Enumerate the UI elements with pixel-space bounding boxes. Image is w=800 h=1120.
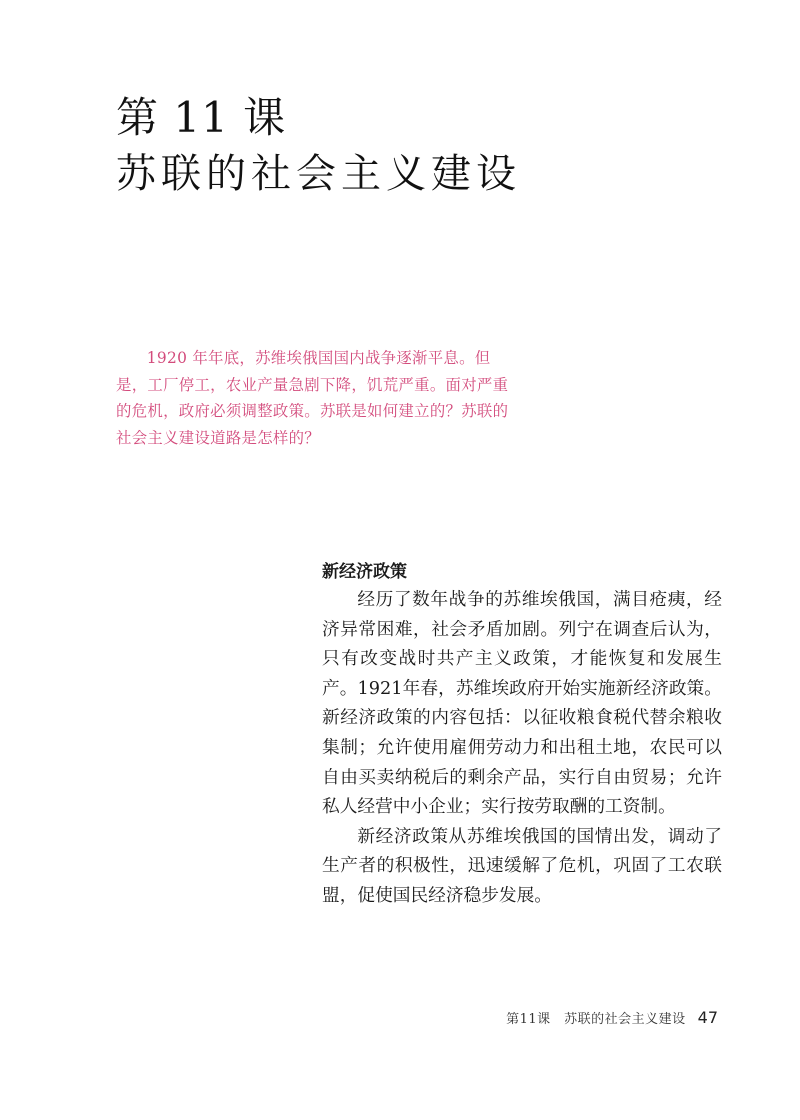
page-footer [506,1008,718,1027]
intro-paragraph: 1920 年年底，苏维埃俄国国内战争逐渐平息。但是，工厂停工，农业产量急剧下降，饥荒严重。面对严重的危机，政府必须调整政策。苏联是如何建立的？苏联的社会主义建设道路是怎样的？ [116,349,509,448]
section-heading: 新经济政策 [322,562,407,582]
body-paragraph-2: 新经济政策从苏维埃俄国的国情出发，调动了生产者的积极性，迅速缓解了危机，巩固了工农联盟，促使国民经济稳步发展。 [322,826,722,906]
lesson-number: 第 11 课 [116,93,287,142]
lesson-title: 苏联的社会主义建设 [116,151,521,197]
section-body [322,586,722,912]
running-footer-title: 第11课 苏联的社会主义建设 [506,1012,686,1027]
page-number: 47 [697,1008,718,1027]
body-paragraph-1: 经历了数年战争的苏维埃俄国，满目疮痍，经济异常困难，社会矛盾加剧。列宁在调查后认为，只有改变战时共产主义政策，才能恢复和发展生产。1921年春，苏维埃政府开始实施新经济政策。新经济政策的内容包括：以征收粮食税代替余粮收集制；允许使用雇佣劳动力和出租土地，农民可以自由买卖纳税后的剩余产品，实行自由贸易；允许私人经营中小企业；实行按劳取酬的工资制。 [322,590,722,818]
